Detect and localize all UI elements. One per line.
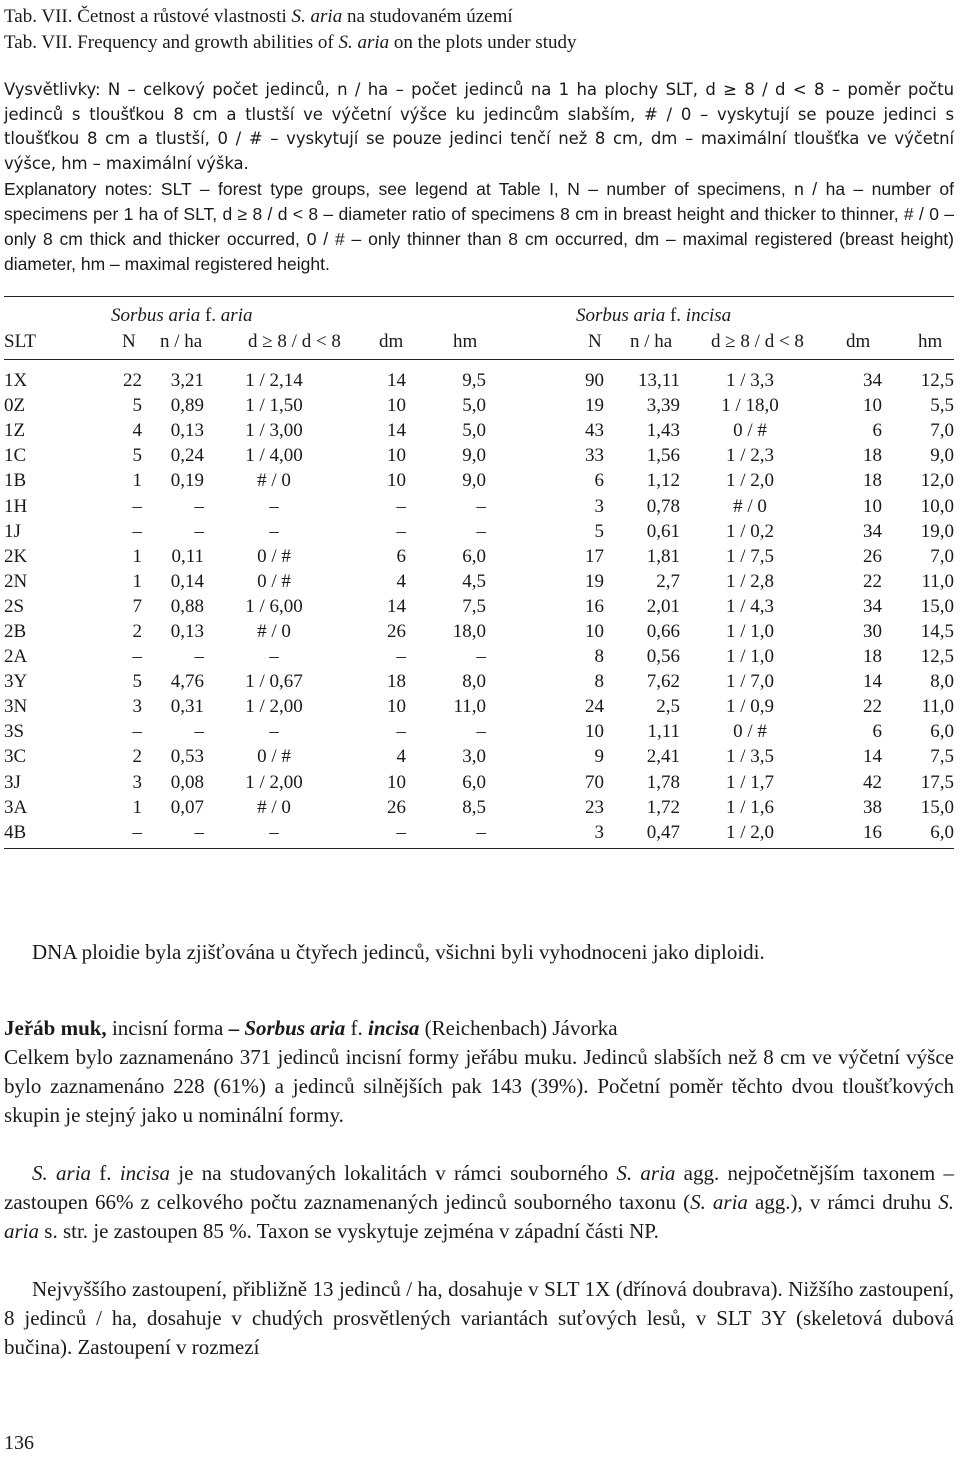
table-cell: 18 (863, 445, 882, 467)
table-cell: 1,78 (646, 771, 680, 793)
table-cell: 3 (594, 821, 604, 843)
table-cell: 6 (872, 721, 882, 743)
table-cell: 1 / 4,3 (725, 595, 775, 617)
table-cell: 1 / 2,00 (245, 696, 303, 718)
row-label-slt: 4B (4, 821, 27, 843)
table-cell: 16 (585, 595, 604, 617)
table-cell: 14,5 (920, 620, 954, 642)
table-cell: 14 (387, 595, 406, 617)
table-cell: 9 (594, 746, 604, 768)
paragraph-ploidy: DNA ploidie byla zjišťována u čtyřech jedinců, všichni byli vyhodnoceni jako diploidi. (32, 940, 765, 964)
table-cell: 22 (863, 696, 882, 718)
table-cell: 1 / 1,0 (725, 646, 775, 668)
table-cell: – (132, 520, 142, 542)
table-cell: 6,0 (930, 721, 954, 743)
table-cell: 1,72 (646, 796, 680, 818)
table-cell: 22 (863, 570, 882, 592)
table-cell: 26 (863, 545, 882, 567)
paragraph-occurrence: Nejvyššího zastoupení, přibližně 13 jedinců / ha, dosahuje v SLT 1X (dřínová doubrava). Nižšího zastoupení, 8 jedinců / ha, dosahuje v chudých prosvětlených variantách suťových lesů, v SLT 3Y (skeletová dubová bučina). Zastoupení v rozmezí (4, 1277, 954, 1359)
table-cell: 2,01 (646, 595, 680, 617)
table-cell: 2 (132, 620, 142, 642)
row-label-slt: 2A (4, 646, 28, 668)
table-top-rule (4, 296, 954, 297)
table-cell: 0,11 (171, 545, 204, 567)
row-label-slt: 0Z (4, 395, 26, 417)
row-label-slt: 3A (4, 796, 28, 818)
table-cell: 13,11 (637, 370, 680, 392)
table-cell: # / 0 (257, 470, 291, 492)
table-row (4, 619, 954, 644)
table-cell: # / 0 (257, 796, 291, 818)
table-row (4, 443, 954, 468)
table-cell: 0,47 (646, 821, 680, 843)
table-cell: 18 (863, 470, 882, 492)
table-cell: – (269, 721, 279, 743)
col-header-hm-2: hm (918, 331, 943, 352)
table-cell: 11,0 (921, 696, 954, 718)
table-cell: 1 (132, 545, 142, 567)
table-cell: 15,0 (920, 796, 954, 818)
table-cell: 1 / 0,9 (725, 696, 775, 718)
table-cell: 19 (585, 570, 604, 592)
table-cell: 5,0 (462, 395, 486, 417)
row-label-slt: 3Y (4, 671, 28, 693)
row-label-slt: 2B (4, 620, 27, 642)
table-cell: 10 (585, 721, 604, 743)
caption-english: Tab. VII. Frequency and growth abilities of S. aria on the plots under study (4, 32, 577, 53)
table-cell: 2,41 (646, 746, 680, 768)
table-cell: 10,0 (920, 495, 954, 517)
table-cell: 34 (863, 595, 882, 617)
table-cell: 7,0 (930, 545, 954, 567)
table-row (4, 694, 954, 719)
table-cell: 90 (585, 370, 604, 392)
group-header-aria: Sorbus aria f. aria (111, 305, 253, 326)
table-cell: 1 (132, 470, 142, 492)
table-cell: 17 (585, 545, 604, 567)
table-cell: – (269, 495, 279, 517)
table-cell: 0,61 (646, 520, 680, 542)
table-cell: 1,43 (646, 420, 680, 442)
col-header-nha-2: n / ha (630, 331, 673, 352)
table-cell: 1 / 0,67 (245, 671, 303, 693)
table-cell: 1,56 (646, 445, 680, 467)
table-cell: 1 / 3,5 (725, 746, 775, 768)
table-cell: 0,53 (170, 746, 204, 768)
table-row (4, 493, 954, 518)
table-cell: 1 / 0,2 (725, 520, 775, 542)
row-label-slt: 2S (4, 595, 25, 617)
row-label-slt: 1C (4, 445, 27, 467)
table-cell: 3 (132, 696, 142, 718)
table-row (4, 569, 954, 594)
table-row (4, 795, 954, 820)
table-bottom-rule (4, 848, 954, 849)
table-cell: 17,5 (920, 771, 954, 793)
col-header-n: N (122, 331, 136, 352)
section-heading: Jeřáb muk, incisní forma – Sorbus aria f. incisa (Reichenbach) Jávorka (4, 1016, 618, 1040)
table-cell: – (476, 721, 486, 743)
table-cell: – (269, 646, 279, 668)
table-cell: 18,0 (452, 620, 486, 642)
table-row (4, 744, 954, 769)
table-cell: 9,0 (930, 445, 954, 467)
table-cell: 3,21 (170, 370, 204, 392)
table-row (4, 719, 954, 744)
table-cell: 8 (594, 646, 604, 668)
page-number: 136 (4, 1432, 34, 1454)
row-label-slt: 3J (4, 771, 21, 793)
caption-czech: Tab. VII. Četnost a růstové vlastnosti S. aria na studovaném území (4, 6, 513, 27)
table-cell: 10 (387, 696, 406, 718)
data-table (4, 368, 954, 845)
table-cell: 4 (396, 570, 406, 592)
table-cell: 10 (863, 495, 882, 517)
table-cell: 0,31 (170, 696, 204, 718)
table-cell: 1 / 2,3 (725, 445, 775, 467)
table-cell: 3,39 (646, 395, 680, 417)
table-cell: 16 (863, 821, 882, 843)
col-header-ratio: d ≥ 8 / d < 8 (248, 331, 341, 352)
table-cell: 2,5 (656, 696, 680, 718)
table-cell: 26 (387, 796, 406, 818)
table-cell: 1 / 3,00 (245, 420, 303, 442)
table-cell: 7,5 (462, 595, 486, 617)
table-cell: – (194, 646, 204, 668)
table-cell: 1 / 1,7 (725, 771, 775, 793)
table-cell: – (476, 495, 486, 517)
table-cell: – (269, 520, 279, 542)
table-cell: 14 (863, 671, 882, 693)
table-cell: 0,66 (646, 620, 680, 642)
table-cell: 34 (863, 370, 882, 392)
table-cell: 7,0 (930, 420, 954, 442)
table-cell: 0,13 (170, 420, 204, 442)
table-row (4, 644, 954, 669)
table-cell: – (269, 821, 279, 843)
table-row (4, 368, 954, 393)
table-cell: 0 / # (733, 420, 767, 442)
table-cell: 30 (863, 620, 882, 642)
table-row (4, 544, 954, 569)
table-cell: 19 (585, 395, 604, 417)
table-cell: – (132, 646, 142, 668)
table-cell: 9,5 (462, 370, 486, 392)
col-header-slt: SLT (4, 331, 37, 352)
table-cell: 42 (863, 771, 882, 793)
table-cell: 1 / 1,0 (725, 620, 775, 642)
table-cell: 22 (123, 370, 142, 392)
table-cell: 0,88 (170, 595, 204, 617)
table-cell: – (396, 495, 406, 517)
table-cell: 5 (594, 520, 604, 542)
table-cell: – (194, 495, 204, 517)
paragraph-taxon: S. aria f. incisa je na studovaných lokalitách v rámci souborného S. aria agg. nejpočetnějším taxonem – zastoupen 66% z celkového počtu zaznamenaných jedinců souborného taxonu (S. aria agg.), v rámci druhu S. aria s. str. je zastoupen 85 %. Taxon se vyskytuje zejména v západní části NP. (4, 1161, 954, 1243)
table-cell: – (396, 721, 406, 743)
table-cell: 1 / 18,0 (721, 395, 779, 417)
row-label-slt: 2K (4, 545, 28, 567)
table-cell: 14 (387, 370, 406, 392)
table-row (4, 468, 954, 493)
group-header-incisa: Sorbus aria f. incisa (576, 305, 732, 326)
table-cell: 1,12 (646, 470, 680, 492)
table-cell: 15,0 (920, 595, 954, 617)
table-cell: 3 (594, 495, 604, 517)
table-row (4, 669, 954, 694)
table-cell: 14 (387, 420, 406, 442)
table-cell: 3,0 (462, 746, 486, 768)
table-cell: – (132, 495, 142, 517)
table-row (4, 418, 954, 443)
col-header-hm: hm (453, 331, 478, 352)
table-cell: 1 / 2,14 (245, 370, 303, 392)
row-label-slt: 1H (4, 495, 28, 517)
table-cell: 0 / # (257, 746, 291, 768)
table-cell: 1 / 4,00 (245, 445, 303, 467)
table-cell: 0 / # (257, 545, 291, 567)
col-header-n-2: N (588, 331, 602, 352)
table-cell: – (396, 646, 406, 668)
table-cell: 8,0 (930, 671, 954, 693)
table-cell: 7,62 (646, 671, 680, 693)
table-cell: 4 (396, 746, 406, 768)
table-cell: 12,0 (920, 470, 954, 492)
table-cell: 6 (872, 420, 882, 442)
notes-english: Explanatory notes: SLT – forest type groups, see legend at Table I, N – number of specimens, n / ha – number of specimens per 1 ha of SLT, d ≥ 8 / d < 8 – diameter ratio of specimens 8 cm in breast height and thicker to thinner, # / 0 – only 8 cm thick and thicker occurred, 0 / # – only thinner than 8 cm occurred, dm – maximal registered (breast height) diameter, hm – maximal registered height. (4, 179, 954, 274)
table-cell: – (194, 721, 204, 743)
table-cell: 2 (132, 746, 142, 768)
table-row (4, 820, 954, 845)
table-cell: 1,11 (647, 721, 680, 743)
table-cell: – (476, 520, 486, 542)
table-cell: 11,0 (453, 696, 486, 718)
table-cell: # / 0 (733, 495, 767, 517)
table-cell: 6,0 (462, 771, 486, 793)
table-cell: 5 (132, 671, 142, 693)
row-label-slt: 1X (4, 370, 28, 392)
table-cell: 0 / # (257, 570, 291, 592)
table-cell: 10 (387, 445, 406, 467)
table-cell: 5,0 (462, 420, 486, 442)
table-cell: – (476, 821, 486, 843)
table-cell: 4,76 (170, 671, 204, 693)
table-cell: 43 (585, 420, 604, 442)
col-header-dm-2: dm (846, 331, 871, 352)
row-label-slt: 3S (4, 721, 25, 743)
table-cell: 9,0 (462, 445, 486, 467)
table-cell: – (396, 821, 406, 843)
table-cell: 0,89 (170, 395, 204, 417)
table-cell: 0,14 (170, 570, 204, 592)
table-cell: 0,07 (170, 796, 204, 818)
table-cell: 19,0 (920, 520, 954, 542)
table-cell: 1 / 1,6 (725, 796, 775, 818)
table-cell: 26 (387, 620, 406, 642)
table-cell: 0 / # (733, 721, 767, 743)
table-cell: 0,13 (170, 620, 204, 642)
table-header-rule (4, 359, 954, 360)
table-cell: 70 (585, 771, 604, 793)
table-cell: 0,08 (170, 771, 204, 793)
table-cell: 5 (132, 445, 142, 467)
notes-czech: Vysvětlivky: N – celkový počet jedinců, n / ha – počet jedinců na 1 ha plochy SLT, d ≥ 8 / d < 8 – poměr počtu jedinců s tloušťkou 8 cm a tlustší ve výčetní výšce ku jedincům slabším, # / 0 – vyskytují se pouze jedinci s tloušťkou 8 cm a tlustší, 0 / # – vyskytují se pouze jedinci tenčí než 8 cm, dm – maximální tloušťka ve výčetní výšce, hm – maximální výška. (4, 80, 954, 173)
table-cell: 1 / 2,0 (725, 821, 775, 843)
table-cell: – (396, 520, 406, 542)
table-cell: 11,0 (921, 570, 954, 592)
table-cell: – (132, 821, 142, 843)
table-cell: 12,5 (920, 370, 954, 392)
row-label-slt: 1B (4, 470, 27, 492)
table-cell: 10 (585, 620, 604, 642)
table-cell: 6,0 (930, 821, 954, 843)
table-cell: 7,5 (930, 746, 954, 768)
table-cell: 1 / 7,5 (725, 545, 775, 567)
paragraph-counts: Celkem bylo zaznamenáno 371 jedinců incisní formy jeřábu muku. Jedinců slabších než 8 cm ve výčetní výšce bylo zaznamenáno 228 (61%) a jedinců silnějších pak 143 (39%). Početní poměr těchto dvou tloušťkových skupin je stejný jako u nominální formy. (4, 1045, 954, 1127)
table-cell: 18 (863, 646, 882, 668)
table-cell: 1 / 3,3 (725, 370, 775, 392)
row-label-slt: 1J (4, 520, 21, 542)
table-cell: 14 (863, 746, 882, 768)
table-cell: – (194, 520, 204, 542)
table-cell: 8 (594, 671, 604, 693)
table-cell: 1,81 (646, 545, 680, 567)
table-cell: 0,56 (646, 646, 680, 668)
table-cell: 1 / 2,0 (725, 470, 775, 492)
table-row (4, 519, 954, 544)
table-cell: 10 (387, 470, 406, 492)
table-cell: 7 (132, 595, 142, 617)
table-cell: 34 (863, 520, 882, 542)
row-label-slt: 3N (4, 696, 28, 718)
table-cell: 1 / 1,50 (245, 395, 303, 417)
table-cell: 6 (594, 470, 604, 492)
table-cell: 1 (132, 570, 142, 592)
table-cell: 3 (132, 771, 142, 793)
table-cell: 6,0 (462, 545, 486, 567)
table-cell: 23 (585, 796, 604, 818)
table-cell: 0,24 (170, 445, 204, 467)
table-cell: – (476, 646, 486, 668)
table-cell: 38 (863, 796, 882, 818)
table-cell: 2,7 (656, 570, 680, 592)
table-cell: 33 (585, 445, 604, 467)
table-cell: 18 (387, 671, 406, 693)
table-cell: 12,5 (920, 646, 954, 668)
row-label-slt: 3C (4, 746, 27, 768)
table-row (4, 594, 954, 619)
table-cell: 6 (396, 545, 406, 567)
table-cell: 0,19 (170, 470, 204, 492)
row-label-slt: 2N (4, 570, 28, 592)
table-row (4, 393, 954, 418)
table-cell: 1 / 6,00 (245, 595, 303, 617)
table-cell: 8,0 (462, 671, 486, 693)
table-cell: 10 (387, 771, 406, 793)
table-cell: – (194, 821, 204, 843)
table-cell: 1 / 7,0 (725, 671, 775, 693)
table-cell: 5,5 (930, 395, 954, 417)
table-cell: 1 / 2,8 (725, 570, 775, 592)
table-cell: 4 (132, 420, 142, 442)
col-header-nha: n / ha (160, 331, 203, 352)
table-cell: 0,78 (646, 495, 680, 517)
row-label-slt: 1Z (4, 420, 26, 442)
table-cell: 10 (387, 395, 406, 417)
table-cell: 4,5 (462, 570, 486, 592)
table-cell: 24 (585, 696, 604, 718)
table-cell: 1 / 2,00 (245, 771, 303, 793)
table-cell: # / 0 (257, 620, 291, 642)
table-cell: 10 (863, 395, 882, 417)
table-cell: 1 (132, 796, 142, 818)
table-row (4, 770, 954, 795)
col-header-ratio-2: d ≥ 8 / d < 8 (711, 331, 804, 352)
col-header-dm: dm (379, 331, 404, 352)
table-cell: 9,0 (462, 470, 486, 492)
table-cell: – (132, 721, 142, 743)
table-cell: 5 (132, 395, 142, 417)
table-cell: 8,5 (462, 796, 486, 818)
